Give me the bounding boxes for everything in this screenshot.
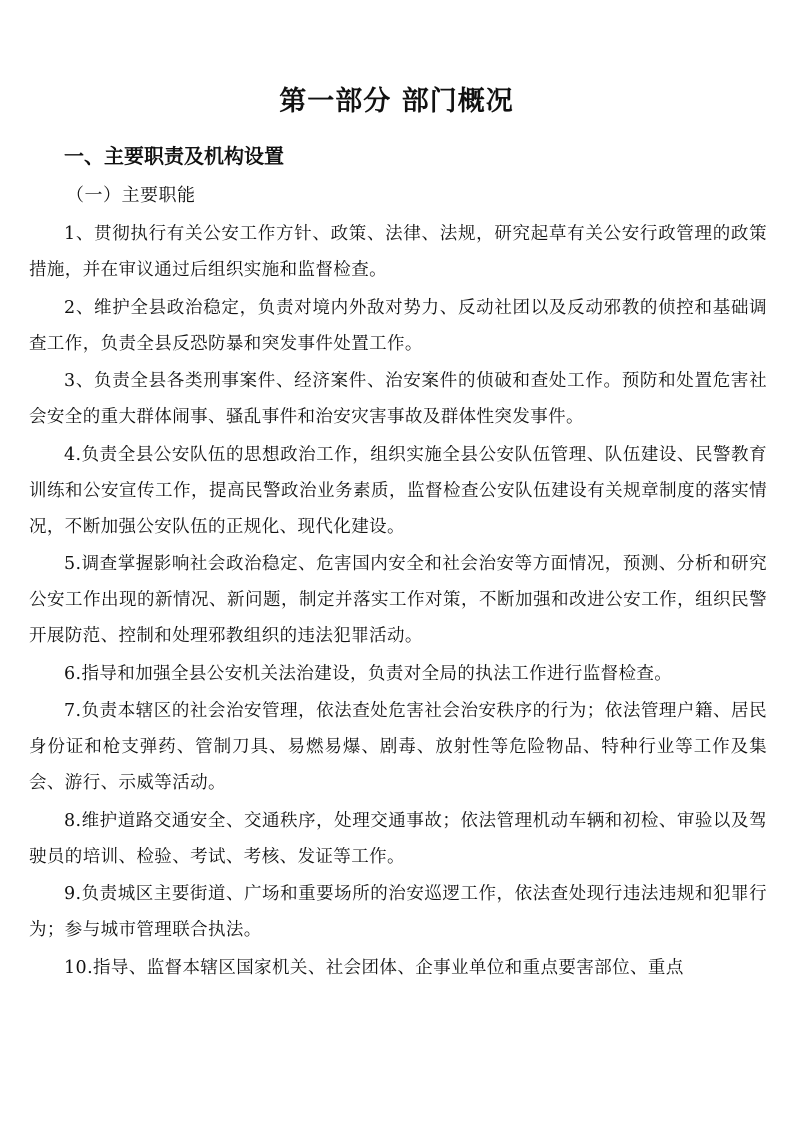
paragraph: 1、贯彻执行有关公安工作方针、政策、法律、法规，研究起草有关公安行政管理的政策措施，并在审议通过后组织实施和监督检查。 xyxy=(29,224,767,280)
document-body xyxy=(29,216,767,987)
page-title: 第一部分 部门概况 xyxy=(279,86,514,117)
paragraph: 3、负责全县各类刑事案件、经济案件、治安案件的侦破和查处工作。预防和处置危害社会安全的重大群体闹事、骚乱事件和治安灾害事故及群体性突发事件。 xyxy=(29,371,767,427)
paragraph: 5.调查掌握影响社会政治稳定、危害国内安全和社会治安等方面情况，预测、分析和研究公安工作出现的新情况、新问题，制定并落实工作对策，不断加强和改进公安工作，组织民警开展防范、控制和处理邪教组织的违法犯罪活动。 xyxy=(29,554,767,646)
paragraph: 6.指导和加强全县公安机关法治建设，负责对全局的执法工作进行监督检查。 xyxy=(64,663,673,684)
paragraph: 7.负责本辖区的社会治安管理，依法查处危害社会治安秩序的行为；依法管理户籍、居民身份证和枪支弹药、管制刀具、易燃易爆、剧毒、放射性等危险物品、特种行业等工作及集会、游行、示威等活动。 xyxy=(29,701,767,793)
paragraph: 10.指导、监督本辖区国家机关、社会团体、企事业单位和重点要害部位、重点 xyxy=(64,957,684,978)
section-heading: 一、主要职责及机构设置 xyxy=(64,144,284,168)
subsection-heading: （一）主要职能 xyxy=(66,185,196,206)
paragraph: 4.负责全县公安队伍的思想政治工作，组织实施全县公安队伍管理、队伍建设、民警教育训练和公安宣传工作，提高民警政治业务素质，监督检查公安队伍建设有关规章制度的落实情况，不断加强公安队伍的正规化、现代化建设。 xyxy=(29,444,767,537)
paragraph: 9.负责城区主要街道、广场和重要场所的治安巡逻工作，依法查处现行违法违规和犯罪行为；参与城市管理联合执法。 xyxy=(29,884,767,940)
paragraph: 8.维护道路交通安全、交通秩序，处理交通事故；依法管理机动车辆和初检、审验以及驾驶员的培训、检验、考试、考核、发证等工作。 xyxy=(29,810,767,867)
paragraph: 2、维护全县政治稳定，负责对境内外敌对势力、反动社团以及反动邪教的侦控和基础调查工作，负责全县反恐防暴和突发事件处置工作。 xyxy=(29,297,767,354)
